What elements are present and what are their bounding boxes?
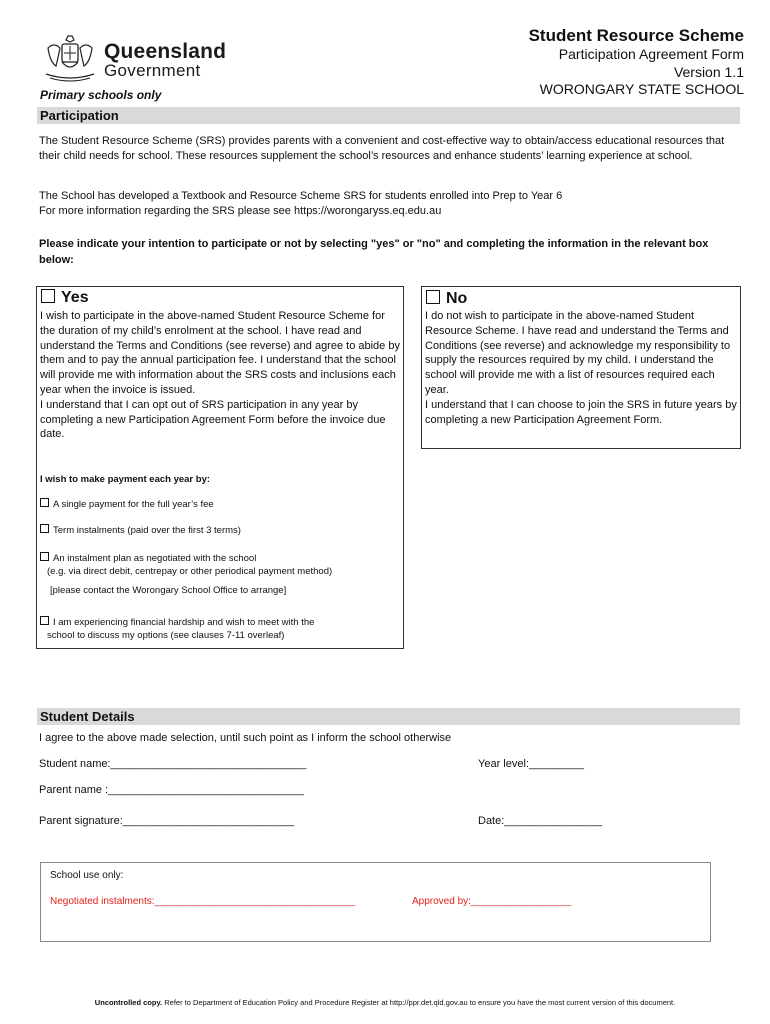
no-option-box [421, 286, 741, 449]
participation-scheme-info [39, 189, 739, 219]
participation-heading: Participation [37, 107, 740, 124]
scheme-website: For more information regarding the SRS please see https://worongaryss.eq.edu.au [39, 205, 442, 217]
primary-schools-note: Primary schools only [40, 88, 162, 102]
coat-of-arms-icon [40, 32, 100, 84]
selection-instruction: Please indicate your intention to participate or not by selecting "yes" or "no" and completing the information in the relevant box below: [39, 238, 709, 266]
payment-heading: I wish to make payment each year by: [40, 474, 211, 485]
scheme-description: The School has developed a Textbook and Resource Scheme SRS for students enrolled into Prep to Year 6 [39, 190, 563, 202]
logo-wordmark-line2: Government [104, 61, 201, 80]
instalment-plan-label: An instalment plan as negotiated with the school [53, 553, 257, 564]
participation-intro: The Student Resource Scheme (SRS) provides parents with a convenient and cost-effective way to obtain/access educational resources that their child needs for school. These resources supplement the school’s resources and enhance students’ learning experience at school. [39, 135, 725, 162]
footer-note [0, 998, 770, 1007]
logo-wordmark-line1: Queensland [104, 40, 227, 63]
payment-option-hardship[interactable] [40, 616, 314, 629]
no-terms-paragraph1: I do not wish to participate in the above-named Student Resource Scheme. I have read and understand the Terms and Conditions (see reverse) and acknowledge my responsibility to supply the resources required by my child. I understand the school will provide me with a list of resources required each year. [425, 310, 731, 396]
year-level-field[interactable]: Year level:_________ [478, 758, 585, 770]
yes-option[interactable] [41, 289, 89, 307]
document-title: Student Resource Scheme [528, 26, 744, 45]
student-name-field[interactable]: Student name:________________________________ [39, 758, 307, 770]
instalment-plan-examples: (e.g. via direct debit, centrepay or other periodical payment method) [47, 566, 333, 577]
footer-text: Refer to Department of Education Policy and Procedure Register at http://ppr.det.qld.gov.au to ensure you have the most current version of this document. [162, 998, 676, 1007]
term-instalments-checkbox[interactable] [40, 524, 49, 533]
parent-name-field[interactable]: Parent name :________________________________ [39, 784, 304, 796]
no-option[interactable] [426, 290, 467, 308]
agreement-statement: I agree to the above made selection, until such point as I inform the school otherwise [39, 732, 452, 744]
hardship-label: I am experiencing financial hardship and wish to meet with the [53, 617, 315, 628]
uncontrolled-copy-label: Uncontrolled copy. [94, 998, 163, 1007]
instalment-plan-checkbox[interactable] [40, 552, 49, 561]
hardship-checkbox[interactable] [40, 616, 49, 625]
single-payment-label: A single payment for the full year’s fee [53, 499, 214, 510]
no-terms-paragraph2: I understand that I can choose to join the SRS in future years by completing a new Participation Agreement Form. [425, 398, 737, 426]
hardship-sub-label: school to discuss my options (see clauses 7-11 overleaf) [47, 630, 285, 641]
parent-signature-field[interactable]: Parent signature:____________________________ [39, 815, 295, 827]
yes-terms-paragraph2: I understand that I can opt out of SRS participation in any year by completing a new Participation Agreement Form before the invoice due date. [40, 398, 386, 441]
school-use-box [40, 862, 711, 942]
yes-option-box [36, 286, 404, 649]
single-payment-checkbox[interactable] [40, 498, 49, 507]
instalment-plan-contact-note: [please contact the Worongary School Office to arrange] [50, 585, 287, 596]
document-version: Version 1.1 [673, 64, 744, 80]
term-instalments-label: Term instalments (paid over the first 3 terms) [53, 525, 241, 536]
no-terms [425, 309, 738, 427]
payment-option-plan[interactable] [40, 552, 256, 565]
payment-option-single[interactable] [40, 498, 214, 511]
approved-by-field[interactable]: Approved by:__________________ [412, 896, 572, 907]
yes-label: Yes [61, 289, 89, 306]
student-details-heading: Student Details [37, 708, 740, 725]
yes-terms [40, 309, 400, 442]
no-checkbox[interactable] [426, 290, 440, 304]
document-subtitle: Participation Agreement Form [558, 46, 744, 62]
negotiated-instalments-field[interactable]: Negotiated instalments:____________________________________ [50, 896, 355, 907]
yes-terms-paragraph1: I wish to participate in the above-named Student Resource Scheme for the duration of my child’s enrolment at the school. I have read and understand the Terms and Conditions (see reverse) and agree to abide by them and to pay the annual participation fee. I understand that the school will provide me with information about the SRS costs and inclusions each year when the invoice is issued. [40, 310, 400, 396]
school-name: WORONGARY STATE SCHOOL [539, 81, 744, 97]
date-field[interactable]: Date:________________ [478, 815, 603, 827]
no-label: No [446, 290, 468, 307]
yes-checkbox[interactable] [41, 289, 55, 303]
payment-option-term[interactable] [40, 524, 241, 537]
school-use-label: School use only: [50, 870, 124, 881]
